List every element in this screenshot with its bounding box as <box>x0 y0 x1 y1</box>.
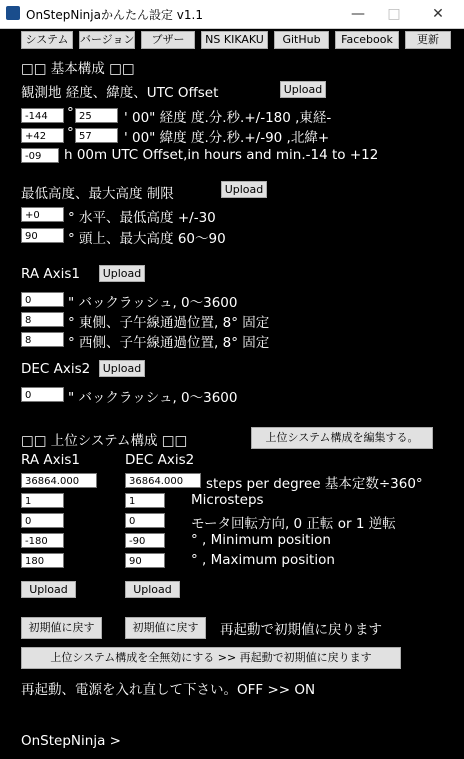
ra-direction-input[interactable]: 0 <box>21 513 64 528</box>
limits-label: 最低高度、最大高度 制限 <box>21 186 174 202</box>
dec-direction-input[interactable]: 0 <box>125 513 165 528</box>
horizon-limit-desc: ° 水平、最低高度 +/-30 <box>68 210 216 226</box>
minimize-button[interactable]: — <box>351 6 365 22</box>
dec-steps-input[interactable]: 36864.000 <box>125 473 201 488</box>
app-icon <box>6 6 20 20</box>
close-button[interactable]: ✕ <box>432 6 444 22</box>
ra-backlash-input[interactable]: 0 <box>21 292 64 307</box>
longitude-desc: ' 00" 経度 度.分.秒.+/-180 ,東経- <box>124 110 332 126</box>
limits-upload-button[interactable]: Upload <box>221 181 267 198</box>
longitude-degree-input[interactable]: -144 <box>21 108 64 123</box>
buzzer-button[interactable]: ブザー <box>141 31 195 49</box>
min-position-desc: ° , Minimum position <box>191 532 331 548</box>
dec-reset-defaults-button[interactable]: 初期値に戻す <box>125 617 206 639</box>
overhead-limit-desc: ° 頭上、最大高度 60〜90 <box>68 231 226 247</box>
maximize-button[interactable]: □ <box>387 6 401 22</box>
ra-min-position-input[interactable]: -180 <box>21 533 64 548</box>
direction-desc: モータ回転方向, 0 正転 or 1 逆転 <box>191 516 396 532</box>
ra-max-position-input[interactable]: 180 <box>21 553 64 568</box>
power-cycle-note: 再起動、電源を入れ直して下さい。OFF >> ON <box>21 682 316 698</box>
dec-backlash-desc: " バックラッシュ, 0〜3600 <box>68 390 238 406</box>
advanced-config-header: □□ 上位システム構成 □□ <box>21 433 188 449</box>
ra-east-input[interactable]: 8 <box>21 312 64 327</box>
degree-symbol: ° <box>67 105 74 121</box>
ra-steps-input[interactable]: 36864.000 <box>21 473 97 488</box>
system-button[interactable]: システム <box>21 31 73 49</box>
dec-axis-upload-button[interactable]: Upload <box>99 360 145 377</box>
latitude-desc: ' 00" 緯度 度.分.秒.+/-90 ,北緯+ <box>124 130 330 146</box>
steps-desc: steps per degree 基本定数÷360° <box>206 476 423 492</box>
ra-west-input[interactable]: 8 <box>21 332 64 347</box>
dec-advanced-upload-button[interactable]: Upload <box>125 581 180 598</box>
ra-column-label: RA Axis1 <box>21 452 80 468</box>
ra-axis-label: RA Axis1 <box>21 266 80 282</box>
ra-west-desc: ° 西側、子午線通過位置, 8° 固定 <box>68 335 270 351</box>
version-button[interactable]: バージョン <box>79 31 135 49</box>
basic-config-header: □□ 基本構成 □□ <box>21 61 135 77</box>
window-title: OnStepNinjaかんたん設定 v1.1 <box>26 8 203 22</box>
dec-microsteps-input[interactable]: 1 <box>125 493 165 508</box>
utc-offset-input[interactable]: -09 <box>21 148 59 163</box>
site-label: 観測地 経度、緯度、UTC Offset <box>21 85 219 101</box>
dec-axis-label: DEC Axis2 <box>21 361 91 377</box>
ra-advanced-upload-button[interactable]: Upload <box>21 581 76 598</box>
github-button[interactable]: GitHub <box>274 31 329 49</box>
ra-backlash-desc: " バックラッシュ, 0〜3600 <box>68 295 238 311</box>
dec-min-position-input[interactable]: -90 <box>125 533 165 548</box>
dec-max-position-input[interactable]: 90 <box>125 553 165 568</box>
utc-offset-desc: h 00m UTC Offset,in hours and min.-14 to +12 <box>64 147 379 163</box>
reset-note: 再起動で初期値に戻ります <box>220 622 382 638</box>
edit-advanced-button[interactable]: 上位システム構成を編集する。 <box>251 427 433 449</box>
disable-all-advanced-button[interactable]: 上位システム構成を全無効にする >> 再起動で初期値に戻ります <box>21 647 401 669</box>
latitude-minute-input[interactable]: 57 <box>75 128 118 143</box>
degree-symbol: ° <box>67 125 74 141</box>
update-button[interactable]: 更新 <box>405 31 451 49</box>
ra-axis-upload-button[interactable]: Upload <box>99 265 145 282</box>
horizon-limit-input[interactable]: +0 <box>21 207 64 222</box>
ra-east-desc: ° 東側、子午線通過位置, 8° 固定 <box>68 315 270 331</box>
microsteps-desc: Microsteps <box>191 492 264 508</box>
site-upload-button[interactable]: Upload <box>280 81 326 98</box>
facebook-button[interactable]: Facebook <box>335 31 399 49</box>
overhead-limit-input[interactable]: 90 <box>21 228 64 243</box>
ra-reset-defaults-button[interactable]: 初期値に戻す <box>21 617 102 639</box>
ra-microsteps-input[interactable]: 1 <box>21 493 64 508</box>
ns-kikaku-button[interactable]: NS KIKAKU <box>201 31 268 49</box>
title-bar <box>0 0 464 29</box>
max-position-desc: ° , Maximum position <box>191 552 335 568</box>
dec-backlash-input[interactable]: 0 <box>21 387 64 402</box>
latitude-degree-input[interactable]: +42 <box>21 128 64 143</box>
dec-column-label: DEC Axis2 <box>125 452 195 468</box>
longitude-minute-input[interactable]: 25 <box>75 108 118 123</box>
console-prompt: OnStepNinja > <box>21 733 121 749</box>
